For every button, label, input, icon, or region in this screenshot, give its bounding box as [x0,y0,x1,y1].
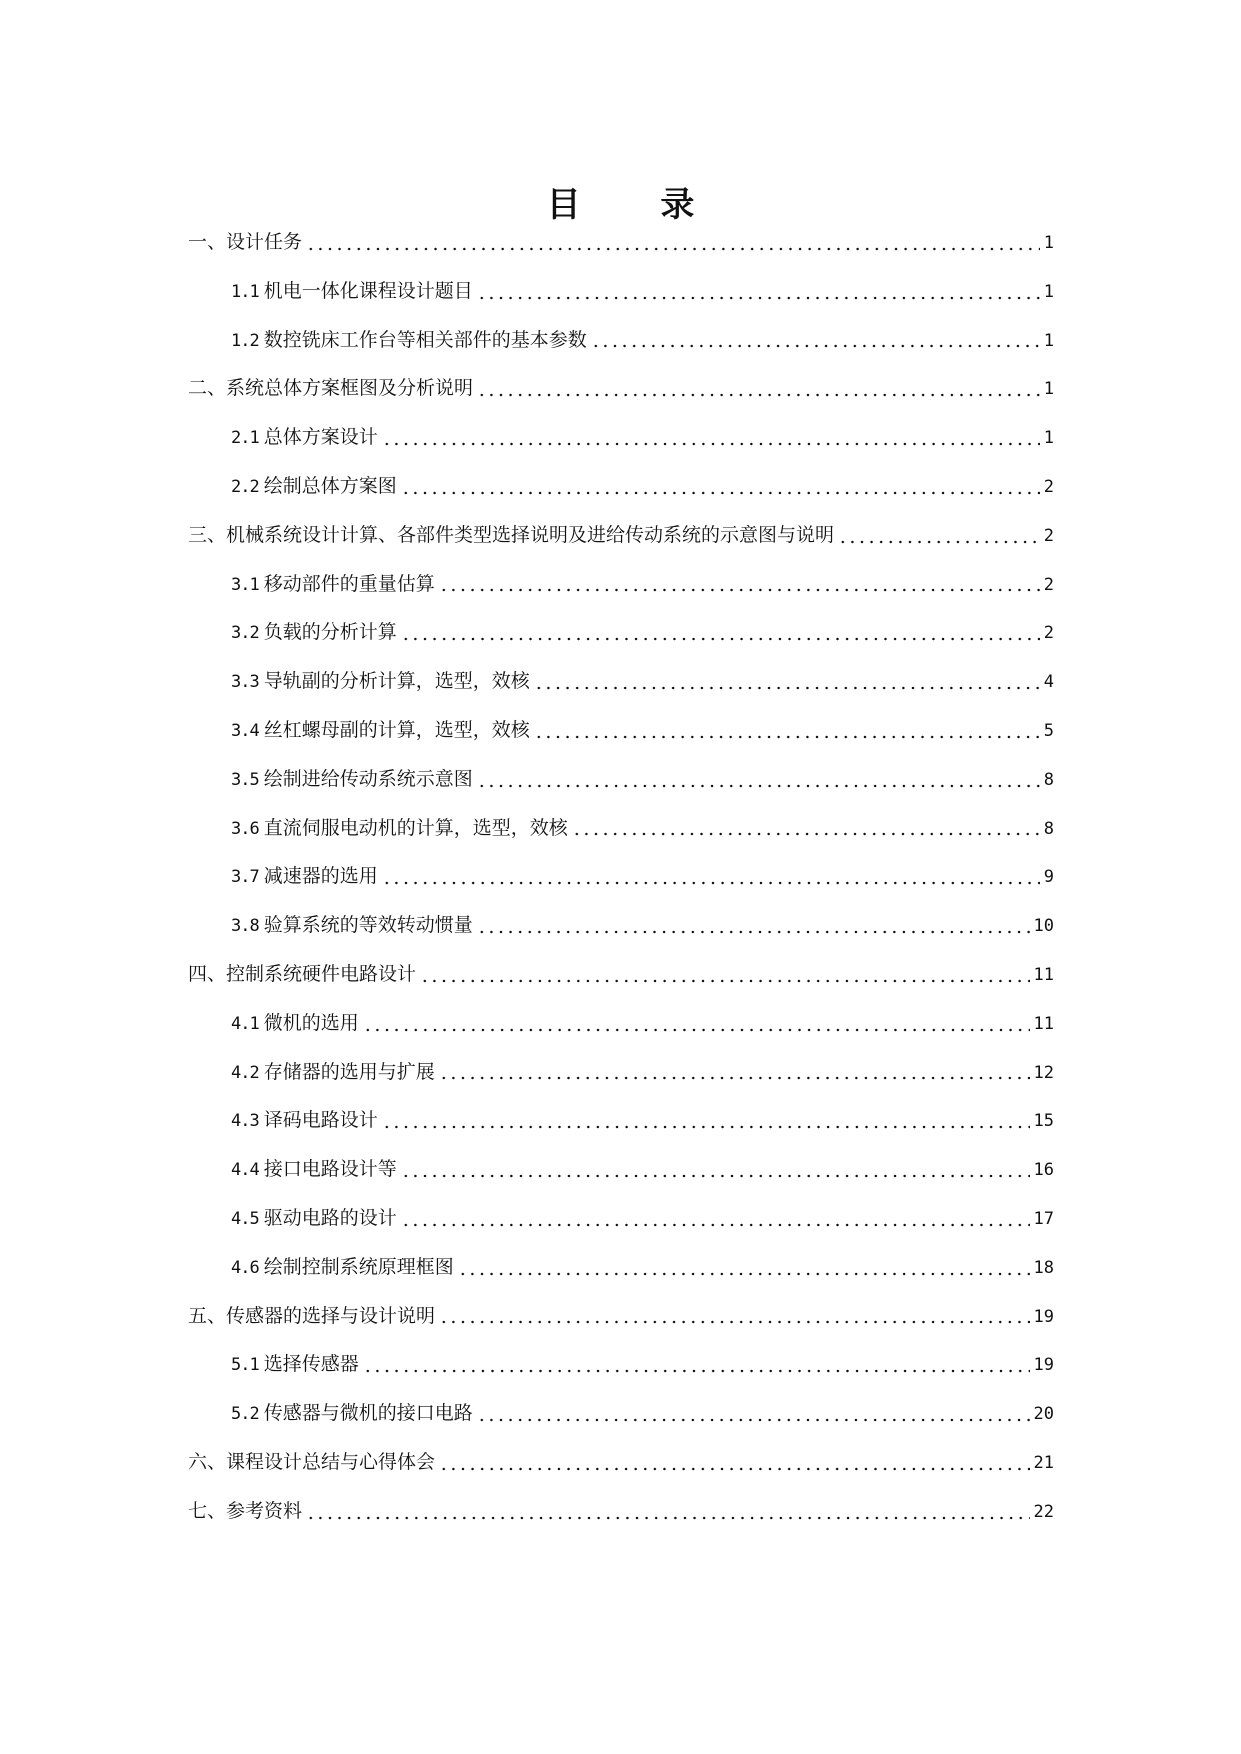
toc-section-number: 4.4 [231,1160,259,1181]
toc-dot-leader [401,487,1040,499]
toc-section-number: 4.5 [231,1208,259,1229]
toc-page-number: 2 [1043,623,1054,644]
toc-page-number: 17 [1033,1208,1054,1229]
toc-section-number: 2.2 [231,476,259,497]
toc-page-number: 11 [1033,964,1054,985]
toc-entry-title: 选择传感器 [263,1353,359,1376]
toc-dot-leader [477,1414,1030,1426]
toc-section-entry[interactable] [188,267,1054,316]
toc-page-number: 1 [1043,233,1054,253]
toc-chapter-entry[interactable] [188,1438,1054,1487]
toc-section-number: 3.2 [231,623,259,644]
toc-entry-title: 二、系统总体方案框图及分析说明 [188,377,474,400]
toc-entry-title: 五、传感器的选择与设计说明 [188,1304,436,1327]
toc-page-number: 12 [1033,1062,1054,1083]
toc-section-number: 3.5 [231,769,259,790]
toc-page-number: 2 [1043,525,1054,546]
toc-entry-title: 机电一体化课程设计题目 [263,279,473,302]
toc-section-entry[interactable] [188,852,1054,901]
toc-dot-leader [306,243,1040,255]
toc-dot-leader [439,1316,1030,1328]
toc-page-number: 15 [1033,1111,1054,1132]
toc-section-number: 4.6 [231,1257,259,1278]
toc-section-entry[interactable] [188,316,1054,365]
toc-section-entry[interactable] [188,706,1054,755]
toc-section-entry[interactable] [188,1340,1054,1389]
toc-page-number: 22 [1033,1501,1054,1522]
toc-section-number: 4.3 [231,1111,259,1132]
toc-dot-leader [534,682,1040,694]
toc-page-number: 2 [1043,476,1054,497]
toc-entry-title: 一、设计任务 [188,231,303,253]
toc-dot-leader [401,1219,1030,1231]
toc-section-number: 5.1 [231,1355,259,1376]
toc-section-entry[interactable] [188,901,1054,950]
toc-entry-title: 三、机械系统设计计算、各部件类型选择说明及进给传动系统的示意图与说明 [188,523,835,546]
toc-chapter-entry[interactable] [188,364,1054,413]
table-of-contents [188,218,1054,1536]
toc-section-entry[interactable] [188,462,1054,511]
toc-section-entry[interactable] [188,1243,1054,1292]
toc-entry-title: 微机的选用 [263,1011,359,1034]
toc-entry-title: 导轨副的分析计算，选型，效核 [263,670,530,693]
toc-page-number: 1 [1043,330,1054,351]
toc-section-entry[interactable] [188,413,1054,462]
toc-entry-title: 绘制控制系统原理框图 [263,1255,454,1278]
toc-page-number: 10 [1033,916,1054,937]
toc-entry-title: 六、课程设计总结与心得体会 [188,1450,436,1473]
toc-section-number: 3.8 [231,916,259,937]
toc-page-number: 1 [1043,379,1054,400]
toc-dot-leader [439,1072,1030,1084]
toc-page-number: 18 [1033,1257,1054,1278]
toc-page-number: 11 [1033,1013,1054,1034]
toc-page-number: 9 [1043,867,1054,888]
toc-section-number: 3.3 [231,672,259,693]
toc-section-number: 3.7 [231,867,259,888]
toc-section-entry[interactable] [188,1145,1054,1194]
toc-section-number: 5.2 [231,1404,259,1425]
toc-dot-leader [401,1170,1030,1182]
toc-entry-title: 数控铣床工作台等相关部件的基本参数 [263,328,587,351]
toc-section-entry[interactable] [188,755,1054,804]
toc-page-number: 20 [1033,1404,1054,1425]
toc-page-number: 16 [1033,1160,1054,1181]
toc-dot-leader [401,633,1040,645]
toc-dot-leader [477,926,1030,938]
toc-section-number: 4.1 [231,1013,259,1034]
toc-section-number: 3.6 [231,818,259,839]
toc-section-entry[interactable] [188,657,1054,706]
toc-entry-title: 四、控制系统硬件电路设计 [188,962,417,985]
toc-dot-leader [382,1121,1030,1133]
toc-dot-leader [534,731,1040,743]
toc-section-entry[interactable] [188,1096,1054,1145]
toc-dot-leader [439,1463,1030,1475]
toc-dot-leader [477,780,1040,792]
toc-dot-leader [591,340,1040,352]
toc-section-entry[interactable] [188,999,1054,1048]
toc-dot-leader [420,975,1030,987]
toc-entry-title: 接口电路设计等 [263,1158,397,1181]
toc-section-number: 4.2 [231,1062,259,1083]
toc-dot-leader [306,1512,1030,1524]
toc-dot-leader [477,292,1040,304]
toc-dot-leader [838,536,1040,548]
toc-entry-title: 总体方案设计 [263,426,378,449]
toc-entry-title: 丝杠螺母副的计算，选型，效核 [263,718,530,741]
toc-entry-title: 移动部件的重量估算 [263,572,435,595]
toc-entry-title: 负载的分析计算 [263,621,397,644]
toc-section-number: 3.4 [231,720,259,741]
toc-dot-leader [572,828,1040,840]
toc-page-number: 5 [1043,720,1054,741]
toc-section-entry[interactable] [188,608,1054,657]
toc-section-entry[interactable] [188,560,1054,609]
toc-entry-title: 七、参考资料 [188,1499,303,1522]
toc-section-number: 3.1 [231,574,259,595]
toc-dot-leader [458,1268,1030,1280]
toc-page-number: 1 [1043,428,1054,449]
toc-section-number: 1.1 [231,281,259,302]
toc-section-number: 2.1 [231,428,259,449]
toc-dot-leader [382,438,1040,450]
toc-entry-title: 存储器的选用与扩展 [263,1060,435,1083]
toc-section-number: 1.2 [231,330,259,351]
toc-entry-title: 绘制进给传动系统示意图 [263,767,473,790]
toc-dot-leader [363,1365,1030,1377]
toc-entry-title: 译码电路设计 [263,1109,378,1132]
toc-page-number: 2 [1043,574,1054,595]
toc-page-number: 8 [1043,818,1054,839]
toc-section-entry[interactable] [188,1194,1054,1243]
toc-dot-leader [439,584,1040,596]
toc-entry-title: 减速器的选用 [263,865,378,888]
toc-page-number: 1 [1043,281,1054,302]
toc-page-number: 19 [1033,1306,1054,1327]
toc-chapter-entry[interactable] [188,511,1054,560]
toc-entry-title: 绘制总体方案图 [263,474,397,497]
toc-section-entry[interactable] [188,1048,1054,1097]
toc-dot-leader [363,1024,1030,1036]
toc-entry-title: 验算系统的等效转动惯量 [263,914,473,937]
toc-page-number: 8 [1043,769,1054,790]
toc-page-number: 4 [1043,672,1054,693]
toc-dot-leader [382,877,1040,889]
toc-entry-title: 直流伺服电动机的计算，选型，效核 [263,816,568,839]
toc-entry-title: 传感器与微机的接口电路 [263,1402,473,1425]
toc-chapter-entry[interactable] [188,1292,1054,1341]
toc-chapter-entry[interactable] [188,218,1054,267]
toc-entry-title: 驱动电路的设计 [263,1206,397,1229]
toc-page-number: 19 [1033,1355,1054,1376]
toc-dot-leader [477,389,1040,401]
toc-chapter-entry[interactable] [188,1487,1054,1536]
toc-section-entry[interactable] [188,1389,1054,1438]
page-title: 目 录 [546,184,729,225]
toc-chapter-entry[interactable] [188,950,1054,999]
toc-page-number: 21 [1033,1452,1054,1473]
toc-section-entry[interactable] [188,804,1054,853]
